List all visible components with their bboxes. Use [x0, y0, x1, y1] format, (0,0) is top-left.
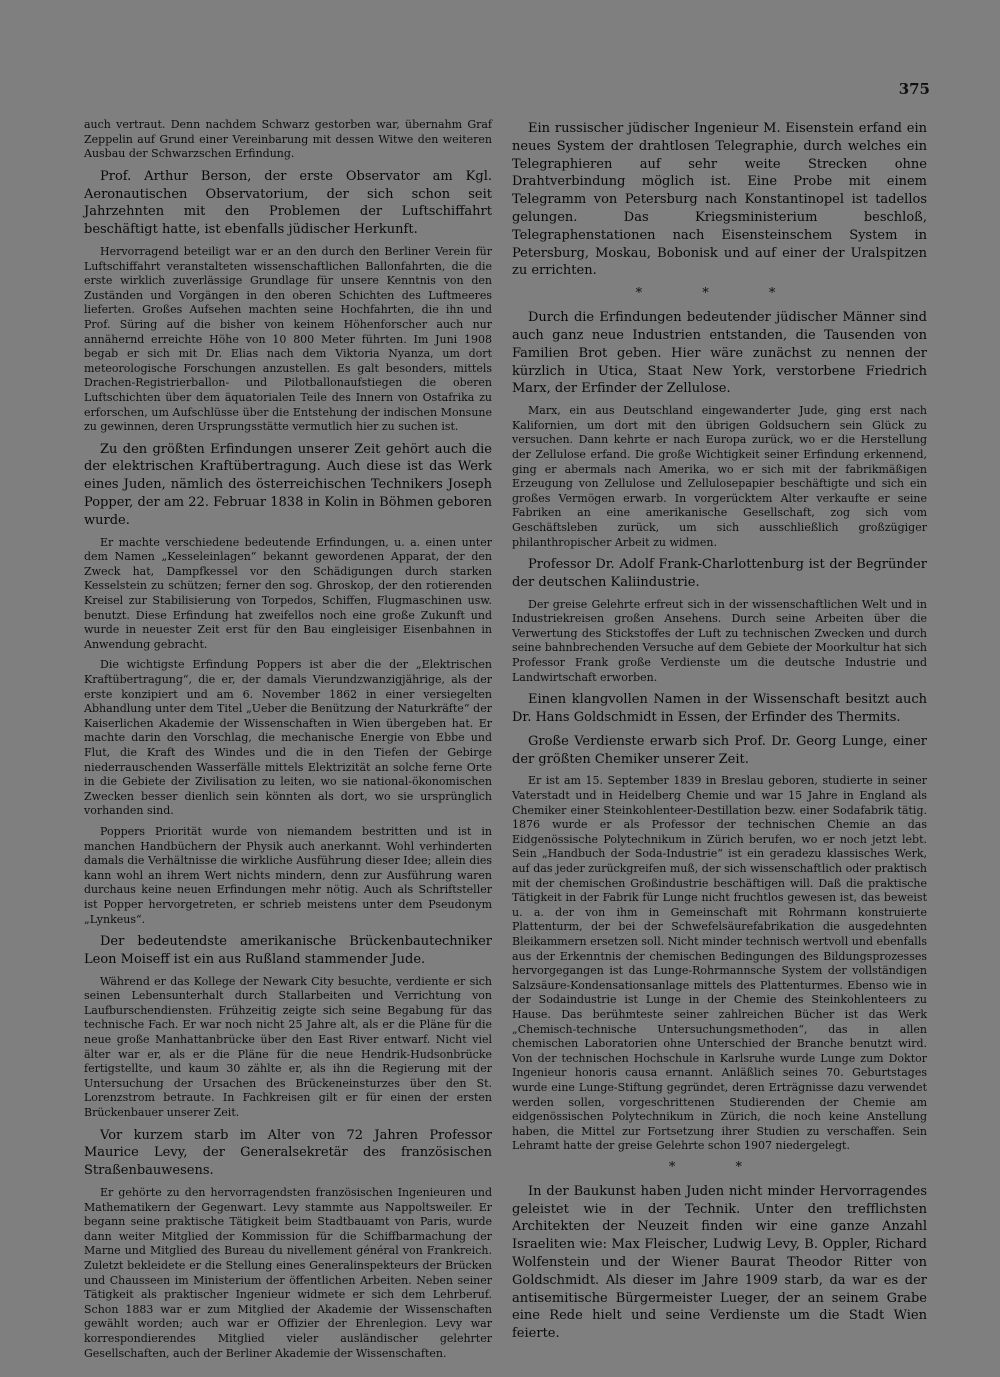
paragraph-heading: Der bedeutendste amerikanische Brückenbautechniker Leon Moiseff ist ein aus Rußland stammender Jude.: [84, 934, 492, 967]
page-number: 375: [898, 80, 930, 98]
paragraph-heading: Einen klangvollen Namen in der Wissenschaft besitzt auch Dr. Hans Goldschmidt in Essen, der Erfinder des Thermits.: [512, 692, 927, 726]
paragraph: Hervorragend beteiligt war er an den durch den Berliner Verein für Luftschiffahrt veranstalteten wissenschaftlichen Ballonfahrten, die die erste wirklich zuverlässige Grundlage für unsere Kenntnis von den Zuständen und Vorgängen in den oberen Schichten des Luftmeeres lieferten. Großes Aufsehen machten seine Hochfahrten, die ihn und Prof. Süring auf die bisher von keinem Höhenforscher auch nur annähernd erreichte Höhe von 10 800 Meter führten. Im Juni 1908 begab er sich mit Dr. Elias nach dem Viktoria Nyanza, um dort meteorologische Forschungen anzustellen. Es galt besonders, mittels Drachen-Registrierballon- und Pilotballonaufstiegen die oberen Luftschichten über dem äquatorialen Teile des Innern von Ostafrika zu erforschen, um Aufschlüsse über die Entstehung der indischen Monsune zu gewinnen, deren Ursprungsstätte vermutlich hier zu suchen ist.: [84, 244, 492, 434]
paragraph: Er gehörte zu den hervorragendsten französischen Ingenieuren und Mathematikern der Gegenwart. Levy stammte aus Nappoltsweiler. Er begann seine praktische Tätigkeit beim Stadtbauamt von Paris, wurde dann weiter Mitglied der Kommission für die Schiffbarmachung der Marne und Mitglied des Bureau du nivellement général von Frankreich. Zuletzt bekleidete er die Stellung eines Generalinspekteurs der Brücken und Chausseen im Ministerium der öffentlichen Arbeiten. Neben seiner Tätigkeit als praktischer Ingenieur widmete er sich dem Lehrberuf. Schon 1883 war er zum Mitglied der Akademie der Wissenschaften gewählt worden; auch war er Offizier der Ehrenlegion. Levy war korrespondierendes Mitglied vieler ausländischer gelehrter Gesellschaften, auch der Berliner Akademie der Wissenschaften.: [84, 1186, 492, 1360]
paragraph-heading: Vor kurzem starb im Alter von 72 Jahren Professor Maurice Levy, der Generalsekretär des französischen Straßenbauwesens.: [84, 1127, 492, 1179]
paragraph: auch vertraut. Denn nachdem Schwarz gestorben war, übernahm Graf Zeppelin auf Grund einer Vereinbarung mit dessen Witwe den weiteren Ausbau der Schwarzschen Erfindung.: [84, 118, 492, 161]
right-column: [512, 120, 927, 1349]
paragraph: Er ist am 15. September 1839 in Breslau geboren, studierte in seiner Vaterstadt und in Heidelberg Chemie und war 15 Jahre in England als Chemiker einer Steinkohlenteer-Destillation bezw. einer Sodafabrik tätig. 1876 wurde er als Professor der technischen Chemie an das Eidgenössische Polytechnikum in Zürich berufen, wo er noch jetzt lebt. Sein „Handbuch der Soda-Industrie“ ist ein geradezu klassisches Werk, auf das jeder zurückgreifen muß, der sich wissenschaftlich oder praktisch mit der chemischen Großindustrie beschäftigen will. Daß die praktische Tätigkeit in der Fabrik für Lunge nicht fruchtlos gewesen ist, das beweist u. a. der von ihm in Gemeinschaft mit Rohrmann konstruierte Plattenturm, der bei der Schwefelsäurefabrikation die ausgedehnten Bleikammern ersetzen soll. Nicht minder technisch wertvoll und ebenfalls aus der Erkenntnis der chemischen Bedingungen des Bildungsprozesses hervorgegangen ist das Lunge-Rohrmannsche System der vollständigen Salzsäure-Kondensationsanlage mittels des Plattenturmes. Ebenso wie in der Sodaindustrie ist Lunge in der Chemie des Steinkohlenteers zu Hause. Das berühmteste seiner zahlreichen Bücher ist das Werk „Chemisch-technische Untersuchungsmethoden“, das in allen chemischen Laboratorien ohne Unterschied der Branche benutzt wird. Von der technischen Hochschule in Karlsruhe wurde Lunge zum Doktor Ingenieur honoris causa ernannt. Anläßlich seines 70. Geburtstages wurde eine Lunge-Stiftung gegründet, deren Erträgnisse dazu verwendet werden sollen, vorgeschrittenen Studierenden der Chemie am eidgenössischen Polytechnikum in Zürich, die noch keine Anstellung haben, die Mittel zur Fortsetzung ihrer Studien zu verschaffen. Sein Lehramt hatte der greise Gelehrte schon 1907 niedergelegt.: [512, 774, 927, 1153]
paragraph: Während er das Kollege der Newark City besuchte, verdiente er sich seinen Lebensunterhalt durch Stallarbeiten und Verrichtung von Laufburschendiensten. Frühzeitig zeigte sich seine Begabung für das technische Fach. Er war noch nicht 25 Jahre alt, als er die Pläne für die neue große Manhattanbrücke über den East River entwarf. Nicht viel älter war er, als er die Pläne für die neue Hendrik-Hudsonbrücke fertigstellte, und kaum 30 zählte er, als ihn die Regierung mit der Untersuchung der Ursachen des Brückeneinsturzes über den St. Lorenzstrom betraute. In Fachkreisen gilt er für einen der ersten Brückenbauer unserer Zeit.: [84, 974, 492, 1120]
paragraph-heading: Professor Dr. Adolf Frank-Charlottenburg ist der Begründer der deutschen Kaliindustrie.: [512, 557, 927, 590]
paragraph-heading: Große Verdienste erwarb sich Prof. Dr. Georg Lunge, einer der größten Chemiker unserer Zeit.: [512, 733, 927, 767]
paragraph: Marx, ein aus Deutschland eingewanderter Jude, ging erst nach Kalifornien, um dort mit den übrigen Goldsuchern sein Glück zu versuchen. Dann kehrte er nach Europa zurück, wo er die Herstellung der Zellulose erfand. Die große Wichtigkeit seiner Erfindung erkennend, ging er abermals nach Amerika, wo er sich mit der fabrikmäßigen Erzeugung von Zellulose und Zellulosepapier beschäftigte und sich ein großes Vermögen erwarb. In vorgerücktem Alter verkaufte er seine Fabriken an eine amerikanische Gesellschaft, zog sich vom Geschäftsleben zurück, um sich ausschließlich großzügiger philanthropischer Arbeit zu widmen.: [512, 404, 927, 549]
paragraph: Er machte verschiedene bedeutende Erfindungen, u. a. einen unter dem Namen „Kesseleinlagen“ bekannt gewordenen Apparat, der den Zweck hat, Dampfkessel vor den Schädigungen durch starken Kesselstein zu schützen; ferner den sog. Ghroskop, der den rotierenden Kreisel zur Stabilisierung von Torpedos, Schiffen, Flugmaschinen usw. benutzt. Diese Erfindung hat zweifellos noch eine große Zukunft und wurde in neuester Zeit erst für den Bau eingleisiger Eisenbahnen in Anwendung gebracht.: [84, 535, 492, 651]
paragraph-heading: Prof. Arthur Berson, der erste Observator am Kgl. Aeronautischen Observatorium, der sich schon seit Jahrzehnten mit den Problemen der Luftschiffahrt beschäftigt hatte, ist ebenfalls jüdischer Herkunft.: [84, 168, 492, 238]
left-column: [84, 118, 492, 1367]
paragraph-heading: Zu den größten Erfindungen unserer Zeit gehört auch die der elektrischen Kraftübertragung. Auch diese ist das Werk eines Juden, nämlich des österreichischen Technikers Joseph Popper, der am 22. Februar 1838 in Kolin in Böhmen geboren wurde.: [84, 441, 492, 528]
section-divider: * * *: [635, 286, 804, 302]
paragraph: Poppers Priorität wurde von niemandem bestritten und ist in manchen Handbüchern der Physik auch anerkannt. Wohl verhinderten damals die Verhältnisse die wirkliche Ausführung dieser Idee; allein dies kann wohl an ihrem Wert nichts mindern, denn zur Ausführung waren durchaus keine neuen Erfindungen mehr nötig. Auch als Schriftsteller ist Popper hervorgetreten, er schrieb meistens unter dem Pseudonym „Lynkeus“.: [84, 824, 492, 926]
paragraph: Die wichtigste Erfindung Poppers ist aber die der „Elektrischen Kraftübertragung“, die er, der damals Vierundzwanzigjährige, als der erste konzipiert und am 6. November 1862 in einer versiegelten Abhandlung unter dem Titel „Ueber die Benützung der Naturkräfte“ der Kaiserlichen Akademie der Wissenschaften in Wien übergeben hat. Er machte darin den Vorschlag, die mechanische Energie von Ebbe und Flut, die Kraft des Windes und die in den Tiefen der Gebirge niederrauschenden Wasserfälle mittels Elektrizität an solche ferne Orte in die Gebiete der Zivilisation zu leiten, wo sie national-ökonomischen Zwecken besser dienlich sein könnten als dort, wo sie ursprünglich vorhanden sind.: [84, 658, 492, 818]
paragraph-heading: In der Baukunst haben Juden nicht minder Hervorragendes geleistet wie in der Technik. Unter den trefflichsten Architekten der Neuzeit finden wir eine ganze Anzahl Israeliten wie: Max Fleischer, Ludwig Levy, B. Oppler, Richard Wolfenstein und der Wiener Baurat Theodor Ritter von Goldschmidt. Als dieser im Jahre 1909 starb, da war es der antisemitische Bürgermeister Lueger, der an seinem Grabe eine Rede hielt und seine Verdienste um die Stadt Wien feierte.: [512, 1183, 927, 1342]
paragraph: Der greise Gelehrte erfreut sich in der wissenschaftlichen Welt und in Industriekreisen großen Ansehens. Durch seine Arbeiten über die Verwertung des Stickstoffes der Luft zu technischen Zwecken und durch seine bahnbrechenden Versuche auf dem Gebiete der Moorkultur hat sich Professor Frank große Verdienste um die deutsche Industrie und Landwirtschaft erworben.: [512, 597, 927, 684]
paragraph-heading: Durch die Erfindungen bedeutender jüdischer Männer sind auch ganz neue Industrien entstanden, die Tausenden von Familien Brot geben. Hier wäre zunächst zu nennen der kürzlich in Utica, Staat New York, verstorbene Friedrich Marx, der Erfinder der Zellulose.: [512, 310, 927, 397]
paragraph-heading: Ein russischer jüdischer Ingenieur M. Eisenstein erfand ein neues System der drahtlosen Telegraphie, durch welches ein Telegraphieren auf sehr weite Strecken ohne Drahtverbindung möglich ist. Eine Probe mit einem Telegramm von Petersburg nach Konstantinopel ist tadellos gelungen. Das Kriegsministerium beschloß, Telegraphenstationen nach Eisensteinschem System in Petersburg, Moskau, Bobonisk und auf einer der Uralspitzen zu errichten.: [512, 121, 927, 279]
section-divider: * *: [668, 1159, 771, 1175]
